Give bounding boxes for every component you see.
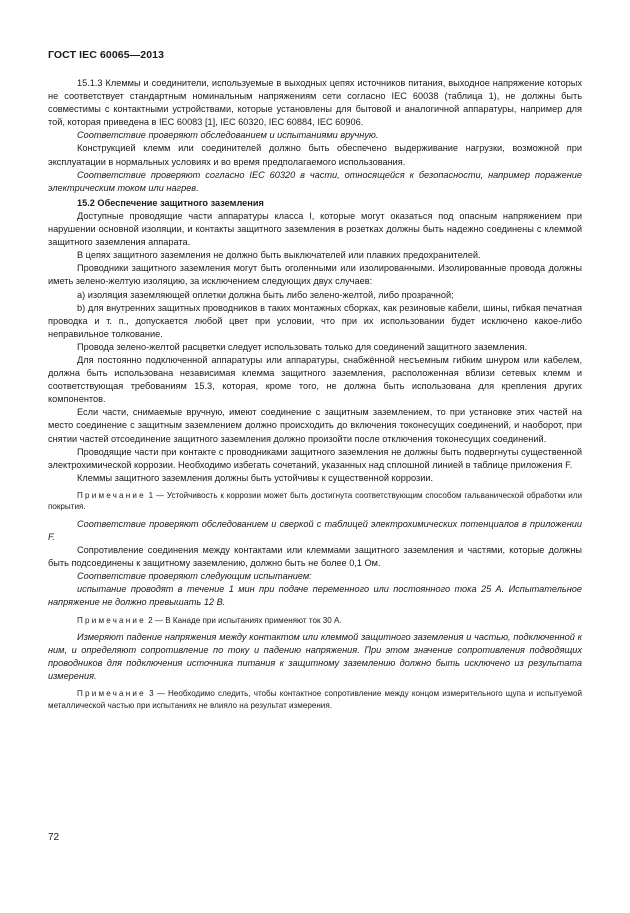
paragraph: Сопротивление соединения между контактами или клеммами защитного заземления и частями, которые должны быть подсоединены к защитному заземлению, должно быть не более 0,1 Ом.: [48, 545, 582, 569]
note-label: Примечание: [77, 615, 146, 625]
paragraph: Для постоянно подключенной аппаратуры или аппаратуры, снабжённой несъемным гибким шнуром или кабелем, должна быть использована независимая клемма защитного заземления, расположенная вблизи сетевых клемм и соответствующая требованиям 15.3, которая, кроме того, не должна быть использована для крепления других компонентов.: [48, 354, 582, 405]
note-3: [48, 688, 582, 711]
note-label: Примечание: [77, 689, 146, 699]
section-heading: 15.2 Обеспечение защитного заземления: [77, 197, 264, 208]
paragraph: Проводящие части при контакте с проводниками защитного заземления не должны быть подвергнуты существенной электрохимической коррозии. Необходимо избегать сочетаний, указанных над сплошной линией в таблице приложения F.: [48, 446, 582, 470]
list-item: b) для внутренних защитных проводников в таких монтажных сборках, как резиновые кабели, шины, гибкая печатная проводка и т. п., допускается любой цвет при условии, что при их использовании будет исключено какое-либо неправильное толкование.: [48, 302, 582, 339]
paragraph: Если части, снимаемые вручную, имеют соединение с защитным заземлением, то при установке этих частей на место соединение с защитным заземлением должно происходить до включения токонесущих соединений, и наоборот, при снятии частей отсоединение защитного заземления должно произойти после отключения токонесущих соединений.: [48, 407, 582, 444]
paragraph: Конструкцией клемм или соединителей должно быть обеспечено выдерживание нагрузки, возможной при эксплуатации в нормальных условиях и во время предполагаемого использования.: [48, 143, 582, 167]
list-item: а) изоляция заземляющей оплетки должна быть либо зелено-желтой, либо прозрачной;: [77, 289, 454, 300]
compliance-paragraph: Соответствие проверяют согласно IEC 60320 в части, относящейся к безопасности, например поражение электрическим током или нагрев.: [48, 169, 582, 193]
compliance-paragraph: Измеряют падение напряжения между контактом или клеммой защитного заземления и частью, подключенной к ним, и определяют сопротивление по току и падению напряжения. При этом значение сопротивления подводящих проводников для подключения источника питания к защитному заземлению должно быть исключено из результата измерения.: [48, 632, 582, 682]
note-2: [48, 615, 582, 627]
paragraph: Доступные проводящие части аппаратуры класса I, которые могут оказаться под опасным напряжением при нарушении основной изоляции, и контакты защитного заземления в розетках должны быть надежно соединены с клеммой защитного заземления аппарата.: [48, 210, 582, 248]
note-text: 1 — Устойчивость к коррозии может быть достигнута соответствующим способом гальванической обработки или покрытия.: [48, 490, 582, 512]
document-header: ГОСТ IEC 60065—2013: [48, 49, 165, 61]
note-text: 2 — В Канаде при испытаниях применяют ток 30 А.: [148, 615, 342, 625]
paragraph: Клеммы защитного заземления должны быть устойчивы к существенной коррозии.: [77, 472, 434, 483]
paragraph: 15.1.3 Клеммы и соединители, используемые в выходных цепях источников питания, выходное напряжение которых не соответствует стандартным номинальным напряжениям сети согласно IEC 60038 (таблица 1), не должны быть совместимы с контактными устройствами, которые установлены для бытовой и аналогичной аппаратуры, например для той, которая приведена в IEC 60083 [1], IEC 60320, IEC 60884, IEC 60906.: [48, 78, 582, 128]
compliance-paragraph: Соответствие проверяют обследованием и сверкой с таблицей электрохимических потенциалов в приложении F.: [48, 518, 582, 542]
page-number: 72: [48, 832, 60, 843]
note-label: Примечание: [77, 490, 146, 500]
compliance-paragraph: Соответствие проверяют следующим испытанием:: [77, 571, 312, 582]
paragraph: Проводники защитного заземления могут быть оголенными или изолированными. Изолированные провода должны иметь зелено-желтую изоляцию, за исключением следующих двух случаев:: [48, 263, 582, 287]
test-procedure: испытание проводят в течение 1 мин при подаче переменного или постоянного тока 25 А. Испытательное напряжение не должно превышать 12 В.: [48, 584, 582, 608]
paragraph: Провода зелено-желтой расцветки следует использовать только для соединений защитного заземления.: [77, 341, 528, 352]
paragraph: В цепях защитного заземления не должно быть выключателей или плавких предохранителей.: [77, 250, 481, 261]
document-body: [48, 77, 582, 716]
compliance-paragraph: Соответствие проверяют обследованием и испытаниями вручную.: [77, 130, 379, 141]
note-1: [48, 490, 582, 513]
note-text: 3 — Необходимо следить, чтобы контактное сопротивление между концом измерительного щупа и испытуемой металлической частью при испытаниях не влияло на результат измерения.: [48, 689, 582, 710]
